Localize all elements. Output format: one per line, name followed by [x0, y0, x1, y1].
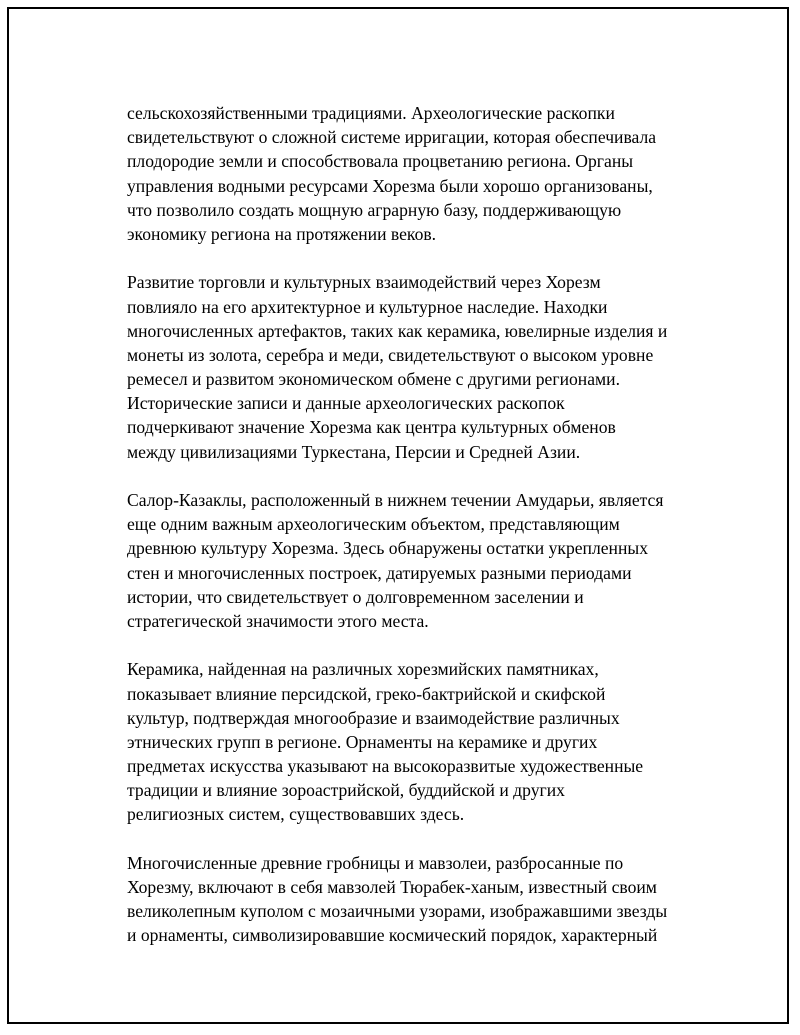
text-line: между цивилизациями Туркестана, Персии и Средней Азии.	[127, 441, 581, 462]
paragraph-trade	[127, 270, 702, 464]
text-line: Керамика, найденная на различных хорезмийских памятниках,	[127, 659, 599, 680]
text-line: Салор-Казаклы, расположенный в нижнем течении Амударьи, является	[127, 490, 664, 510]
text-line: многочисленных артефактов, таких как керамика, ювелирные изделия и	[127, 320, 668, 341]
text-line: стен и многочисленных построек, датируемых разными периодами	[127, 562, 632, 583]
text-line: древнюю культуру Хорезма. Здесь обнаружены остатки укрепленных	[127, 538, 648, 559]
page-frame	[7, 7, 789, 1024]
paragraph-irrigation	[127, 101, 702, 246]
paragraph-salor-kazakly	[127, 488, 702, 633]
text-line: предметах искусства указывают на высокоразвитые художественные	[127, 756, 644, 777]
text-line: Развитие торговли и культурных взаимодействий через Хорезм	[127, 272, 601, 293]
paragraph-tombs	[127, 851, 702, 948]
text-line: истории, что свидетельствует о долговременном заселении и	[127, 586, 584, 607]
text-line: Исторические записи и данные археологических раскопок	[127, 393, 565, 414]
text-line: монеты из золота, серебра и меди, свидетельствуют о высоком уровне	[127, 344, 654, 365]
text-line: и орнаменты, символизировавшие космический порядок, характерный	[127, 925, 658, 946]
text-line: ремесел и развитом экономическом обмене с другими регионами.	[127, 369, 620, 390]
text-line: повлияло на его архитектурное и культурное наследие. Находки	[127, 296, 608, 317]
text-line: Хорезму, включают в себя мавзолей Тюрабек-ханым, известный своим	[127, 877, 657, 897]
text-line: традиции и влияние зороастрийской, буддийской и других	[127, 780, 565, 801]
text-line: этнических групп в регионе. Орнаменты на керамике и других	[127, 731, 598, 752]
text-line: стратегической значимости этого места.	[127, 610, 429, 631]
text-line: религиозных систем, существовавших здесь.	[127, 804, 465, 825]
text-line: подчеркивают значение Хорезма как центра культурных обменов	[127, 417, 616, 438]
text-line: плодородие земли и способствовала процветанию региона. Органы	[127, 151, 634, 172]
text-line: что позволило создать мощную аграрную базу, поддерживающую	[127, 199, 622, 220]
text-line: культур, подтверждая многообразие и взаимодействие различных	[127, 707, 620, 728]
document-body	[127, 101, 702, 972]
text-line: еще одним важным археологическим объектом, представляющим	[127, 514, 620, 535]
text-line: показывает влияние персидской, греко-бактрийской и скифской	[127, 683, 606, 704]
text-line: сельскохозяйственными традициями. Археологические раскопки	[127, 103, 615, 123]
text-line: управления водными ресурсами Хорезма были хорошо организованы,	[127, 175, 653, 196]
text-line: Многочисленные древние гробницы и мавзолеи, разбросанные по	[127, 852, 624, 873]
text-line: великолепным куполом с мозаичными узорами, изображавшими звезды	[127, 901, 668, 922]
paragraph-ceramics	[127, 657, 702, 826]
text-line: свидетельствуют о сложной системе ирригации, которая обеспечивала	[127, 127, 657, 148]
text-line: экономику региона на протяжении веков.	[127, 223, 437, 244]
